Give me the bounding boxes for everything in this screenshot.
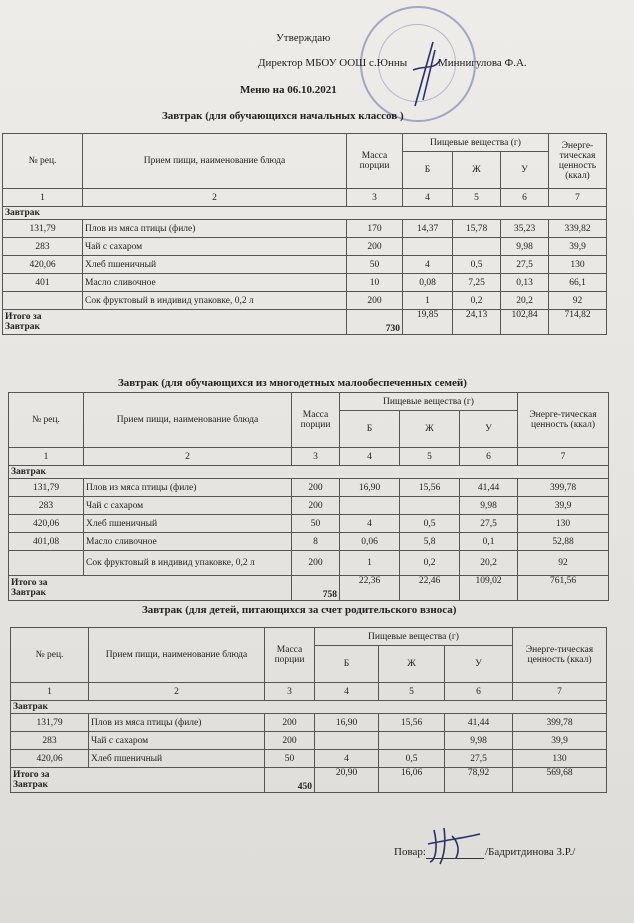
cell-dish: Масло сливочное — [83, 274, 347, 292]
col-number: 7 — [518, 448, 609, 466]
cell-zh: 15,78 — [453, 220, 501, 238]
col-number: 4 — [340, 448, 400, 466]
total-mass: 758 — [292, 576, 340, 601]
col-number: 5 — [379, 683, 445, 701]
total-b: 22,36 — [340, 576, 400, 601]
cell-kcal: 39,9 — [518, 497, 609, 515]
cell-kcal: 39,9 — [513, 732, 607, 750]
col-zh-header: Ж — [400, 411, 460, 448]
cell-u: 0,13 — [501, 274, 549, 292]
cell-b — [315, 732, 379, 750]
cell-rec: 401,08 — [9, 533, 84, 551]
cell-kcal: 339,82 — [549, 220, 607, 238]
cook-signature-line — [426, 858, 484, 859]
cell-rec: 283 — [11, 732, 89, 750]
col-b-header: Б — [340, 411, 400, 448]
cell-dish: Сок фруктовый в индивид упаковке, 0,2 л — [83, 292, 347, 310]
total-label-line1: Итого за — [11, 578, 48, 588]
cook-name: /Бадритдинова З.Р./ — [485, 846, 576, 858]
total-zh: 24,13 — [453, 310, 501, 335]
cook-signature — [424, 826, 484, 866]
col-dish-header: Прием пищи, наименование блюда — [83, 134, 347, 189]
col-zh-header: Ж — [379, 646, 445, 683]
cell-kcal: 52,88 — [518, 533, 609, 551]
section-label: Завтрак — [9, 466, 609, 479]
table-row — [3, 220, 607, 238]
cell-kcal: 130 — [549, 256, 607, 274]
total-label-line2: Завтрак — [13, 780, 48, 790]
cell-zh — [453, 238, 501, 256]
table-row — [9, 533, 609, 551]
cell-mass: 200 — [292, 497, 340, 515]
cell-dish: Плов из мяса птицы (филе) — [89, 714, 265, 732]
cell-zh: 15,56 — [400, 479, 460, 497]
col-number: 2 — [84, 448, 292, 466]
total-row — [11, 768, 607, 793]
cell-kcal: 130 — [513, 750, 607, 768]
total-row — [9, 576, 609, 601]
cell-mass: 200 — [347, 238, 403, 256]
total-b: 20,90 — [315, 768, 379, 793]
col-zh-header: Ж — [453, 152, 501, 189]
cell-u: 9,98 — [460, 497, 518, 515]
director-name: Миннигулова Ф.А. — [438, 57, 527, 69]
total-u: 78,92 — [445, 768, 513, 793]
cell-dish: Плов из мяса птицы (филе) — [84, 479, 292, 497]
cell-mass: 10 — [347, 274, 403, 292]
cell-dish: Хлеб пшеничный — [84, 515, 292, 533]
cell-kcal: 39,9 — [549, 238, 607, 256]
cell-u: 41,44 — [460, 479, 518, 497]
cell-b: 0,06 — [340, 533, 400, 551]
table-row — [3, 274, 607, 292]
cell-b: 4 — [315, 750, 379, 768]
cell-u: 9,98 — [445, 732, 513, 750]
cell-dish: Хлеб пшеничный — [83, 256, 347, 274]
col-number: 3 — [347, 189, 403, 207]
total-kcal: 714,82 — [549, 310, 607, 335]
col-number: 6 — [445, 683, 513, 701]
col-nutrients-header: Пищевые вещества (г) — [340, 393, 518, 411]
col-energy-header: Энерге-тическая ценность (ккал) — [518, 393, 609, 448]
table-row — [9, 497, 609, 515]
col-number: 2 — [83, 189, 347, 207]
total-label-line2: Завтрак — [11, 588, 46, 598]
col-rec-header: № рец. — [11, 628, 89, 683]
cell-dish: Сок фруктовый в индивид упаковке, 0,2 л — [84, 551, 292, 576]
cell-mass: 200 — [265, 714, 315, 732]
table-row — [3, 238, 607, 256]
cell-dish: Чай с сахаром — [89, 732, 265, 750]
cell-zh: 0,2 — [453, 292, 501, 310]
col-b-header: Б — [403, 152, 453, 189]
cell-b: 16,90 — [315, 714, 379, 732]
total-mass: 730 — [347, 310, 403, 335]
cook-label: Повар: — [394, 846, 426, 858]
cell-b: 1 — [403, 292, 453, 310]
cell-mass: 170 — [347, 220, 403, 238]
col-number: 1 — [11, 683, 89, 701]
cell-rec: 283 — [9, 497, 84, 515]
col-nutrients-header: Пищевые вещества (г) — [315, 628, 513, 646]
total-label-line1: Итого за — [5, 312, 42, 322]
cell-dish: Плов из мяса птицы (филе) — [83, 220, 347, 238]
col-number: 3 — [265, 683, 315, 701]
table3-title: Завтрак (для детей, питающихся за счет родительского взноса) — [142, 604, 457, 616]
cell-rec: 131,79 — [11, 714, 89, 732]
section-label: Завтрак — [3, 207, 607, 220]
cell-kcal: 92 — [549, 292, 607, 310]
menu-table-1 — [2, 133, 607, 335]
total-u: 102,84 — [501, 310, 549, 335]
cell-u: 0,1 — [460, 533, 518, 551]
total-zh: 16,06 — [379, 768, 445, 793]
col-number: 5 — [400, 448, 460, 466]
col-number: 1 — [3, 189, 83, 207]
cell-zh: 5,8 — [400, 533, 460, 551]
menu-table-3 — [10, 627, 607, 793]
table-row — [3, 256, 607, 274]
cell-zh — [400, 497, 460, 515]
col-number: 4 — [315, 683, 379, 701]
cell-u: 20,2 — [460, 551, 518, 576]
cell-zh: 7,25 — [453, 274, 501, 292]
cell-kcal: 92 — [518, 551, 609, 576]
cell-zh: 0,5 — [453, 256, 501, 274]
table-row — [3, 292, 607, 310]
col-number: 7 — [549, 189, 607, 207]
director-title: Директор МБОУ ООШ с.Юнны — [258, 57, 408, 69]
col-nutrients-header: Пищевые вещества (г) — [403, 134, 549, 152]
approve-label: Утверждаю — [276, 32, 331, 44]
cell-mass: 50 — [292, 515, 340, 533]
cell-mass: 200 — [292, 551, 340, 576]
table-row — [11, 750, 607, 768]
cell-mass: 200 — [265, 732, 315, 750]
cell-b: 1 — [340, 551, 400, 576]
cell-b: 16,90 — [340, 479, 400, 497]
col-rec-header: № рец. — [3, 134, 83, 189]
col-number: 4 — [403, 189, 453, 207]
col-b-header: Б — [315, 646, 379, 683]
cell-zh: 0,5 — [379, 750, 445, 768]
col-number: 7 — [513, 683, 607, 701]
cell-zh — [379, 732, 445, 750]
cell-rec: 131,79 — [9, 479, 84, 497]
col-number: 6 — [460, 448, 518, 466]
cell-b — [340, 497, 400, 515]
cell-mass: 50 — [265, 750, 315, 768]
col-mass-header: Масса порции — [292, 393, 340, 448]
total-u: 109,02 — [460, 576, 518, 601]
total-label — [9, 576, 292, 601]
col-rec-header: № рец. — [9, 393, 84, 448]
col-number: 5 — [453, 189, 501, 207]
cell-dish: Масло сливочное — [84, 533, 292, 551]
cell-mass: 200 — [347, 292, 403, 310]
col-number: 6 — [501, 189, 549, 207]
total-label-line1: Итого за — [13, 770, 50, 780]
table-row — [9, 479, 609, 497]
cell-kcal: 66,1 — [549, 274, 607, 292]
cell-zh: 0,2 — [400, 551, 460, 576]
menu-table-2 — [8, 392, 609, 601]
col-u-header: У — [501, 152, 549, 189]
col-energy-header: Энерге-тическая ценность (ккал) — [513, 628, 607, 683]
cell-kcal: 399,78 — [518, 479, 609, 497]
cell-b — [403, 238, 453, 256]
cell-u: 9,98 — [501, 238, 549, 256]
cell-dish: Хлеб пшеничный — [89, 750, 265, 768]
total-label-line2: Завтрак — [5, 322, 40, 332]
table-row — [9, 551, 609, 576]
table-row — [11, 732, 607, 750]
total-row — [3, 310, 607, 335]
menu-date: Меню на 06.10.2021 — [240, 84, 337, 96]
col-dish-header: Прием пищи, наименование блюда — [89, 628, 265, 683]
cell-rec: 401 — [3, 274, 83, 292]
cell-zh: 0,5 — [400, 515, 460, 533]
section-label: Завтрак — [11, 701, 607, 714]
total-kcal: 761,56 — [518, 576, 609, 601]
total-label — [3, 310, 347, 335]
cell-rec: 131,79 — [3, 220, 83, 238]
cell-b: 14,37 — [403, 220, 453, 238]
col-mass-header: Масса порции — [265, 628, 315, 683]
cell-b: 4 — [340, 515, 400, 533]
total-kcal: 569,68 — [513, 768, 607, 793]
cell-kcal: 399,78 — [513, 714, 607, 732]
cell-rec: 420,06 — [3, 256, 83, 274]
cell-dish: Чай с сахаром — [84, 497, 292, 515]
cell-mass: 200 — [292, 479, 340, 497]
cell-rec: 283 — [3, 238, 83, 256]
total-mass: 450 — [265, 768, 315, 793]
total-label — [11, 768, 265, 793]
table-row — [9, 515, 609, 533]
cell-rec: 420,06 — [9, 515, 84, 533]
total-b: 19,85 — [403, 310, 453, 335]
cell-rec: 420,06 — [11, 750, 89, 768]
cell-rec — [3, 292, 83, 310]
col-number: 3 — [292, 448, 340, 466]
cell-rec — [9, 551, 84, 576]
col-mass-header: Масса порции — [347, 134, 403, 189]
cell-u: 27,5 — [460, 515, 518, 533]
cell-u: 27,5 — [501, 256, 549, 274]
table1-title: Завтрак (для обучающихся начальных классов ) — [162, 110, 404, 122]
cell-zh: 15,56 — [379, 714, 445, 732]
cell-kcal: 130 — [518, 515, 609, 533]
cell-u: 35,23 — [501, 220, 549, 238]
cell-b: 0,08 — [403, 274, 453, 292]
cell-mass: 50 — [347, 256, 403, 274]
cell-u: 20,2 — [501, 292, 549, 310]
total-zh: 22,46 — [400, 576, 460, 601]
cell-mass: 8 — [292, 533, 340, 551]
col-number: 2 — [89, 683, 265, 701]
col-u-header: У — [445, 646, 513, 683]
col-dish-header: Прием пищи, наименование блюда — [84, 393, 292, 448]
cell-b: 4 — [403, 256, 453, 274]
cell-u: 41,44 — [445, 714, 513, 732]
table-row — [11, 714, 607, 732]
cell-dish: Чай с сахаром — [83, 238, 347, 256]
cell-u: 27,5 — [445, 750, 513, 768]
table2-title: Завтрак (для обучающихся из многодетных малообеспеченных семей) — [118, 377, 467, 389]
col-energy-header: Энерге-тическая ценность (ккал) — [549, 134, 607, 189]
director-signature — [405, 40, 445, 110]
col-u-header: У — [460, 411, 518, 448]
col-number: 1 — [9, 448, 84, 466]
